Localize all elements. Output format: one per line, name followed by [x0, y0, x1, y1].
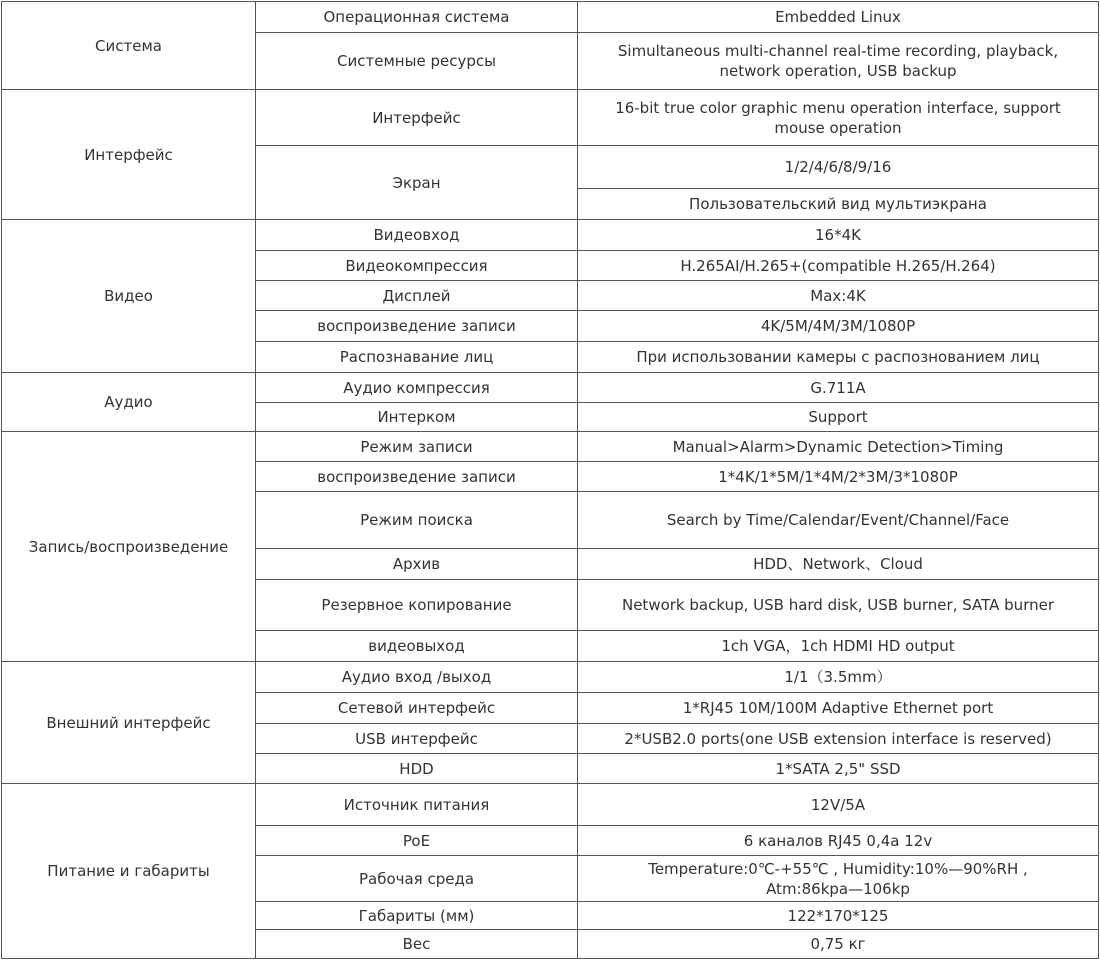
- value-cell: [578, 549, 1099, 580]
- value-cell: [578, 432, 1099, 462]
- param-cell: Вес: [256, 930, 578, 959]
- value-cell: [578, 856, 1099, 902]
- value-line: При использовании камеры с распознованием лиц: [636, 348, 1040, 366]
- value-line: 6 каналов RJ45 0,4а 12v: [743, 831, 933, 850]
- param-cell: видеовыход: [256, 631, 578, 662]
- param-cell: Системные ресурсы: [256, 33, 578, 90]
- category-cell: Аудио: [2, 373, 256, 432]
- value-line: G.711A: [810, 378, 866, 397]
- value-line: 1*RJ45 10M/100M Adaptive Ethernet port: [682, 699, 994, 717]
- table-row: [2, 432, 1099, 462]
- table-row: [2, 220, 1099, 251]
- value-cell: [578, 693, 1099, 724]
- value-cell: [578, 902, 1099, 930]
- value-cell: [578, 189, 1099, 220]
- value-line: 1/2/4/6/8/9/16: [784, 158, 892, 176]
- value-cell: [578, 826, 1099, 856]
- param-cell: Аудио вход /выход: [256, 662, 578, 693]
- param-cell: Режим записи: [256, 432, 578, 462]
- value-cell: [578, 146, 1099, 189]
- table-row: [2, 90, 1099, 146]
- value-line: 1*4K/1*5M/1*4M/2*3M/3*1080P: [718, 467, 958, 486]
- value-line: 16-bit true color graphic menu operation interface, support: [615, 98, 1061, 117]
- value-cell: [578, 311, 1099, 342]
- param-cell: PoE: [256, 826, 578, 856]
- value-line: 122*170*125: [787, 906, 889, 925]
- value-line: Network backup, USB hard disk, USB burner, SATA burner: [621, 596, 1054, 614]
- value-cell: [578, 492, 1099, 549]
- param-cell: Распознавание лиц: [256, 342, 578, 373]
- table-row: [2, 2, 1099, 33]
- category-cell: Запись/воспроизведение: [2, 432, 256, 662]
- param-cell: HDD: [256, 754, 578, 784]
- value-cell: [578, 580, 1099, 631]
- param-cell: воспроизведение записи: [256, 311, 578, 342]
- value-cell: [578, 2, 1099, 33]
- value-cell: [578, 631, 1099, 662]
- param-cell: Архив: [256, 549, 578, 580]
- value-cell: [578, 754, 1099, 784]
- param-cell: Экран: [256, 146, 578, 220]
- value-cell: [578, 220, 1099, 251]
- value-cell: [578, 342, 1099, 373]
- param-cell: Габариты (мм): [256, 902, 578, 930]
- category-cell: Система: [2, 2, 256, 90]
- value-line: 2*USB2.0 ports(one USB extension interface is reserved): [624, 729, 1052, 748]
- param-cell: Аудио компрессия: [256, 373, 578, 403]
- param-cell: Сетевой интерфейс: [256, 693, 578, 724]
- value-line: 16*4K: [815, 226, 861, 244]
- table-row: [2, 373, 1099, 403]
- value-line: mouse operation: [774, 118, 902, 137]
- value-line: network operation, USB backup: [719, 62, 957, 80]
- value-cell: [578, 930, 1099, 959]
- spec-table-body: [2, 2, 1099, 959]
- category-cell: Питание и габариты: [2, 784, 256, 959]
- param-cell: Источник питания: [256, 784, 578, 826]
- value-cell: [578, 90, 1099, 146]
- value-line: Max:4K: [810, 286, 866, 305]
- value-cell: [578, 784, 1099, 826]
- category-cell: Интерфейс: [2, 90, 256, 220]
- param-cell: Рабочая среда: [256, 856, 578, 902]
- table-row: [2, 662, 1099, 693]
- value-line: 4K/5M/4M/3M/1080P: [760, 317, 916, 335]
- value-cell: [578, 251, 1099, 281]
- value-cell: [578, 373, 1099, 403]
- param-cell: Интерфейс: [256, 90, 578, 146]
- value-line: Пользовательский вид мультиэкрана: [689, 195, 987, 213]
- value-line: HDD、Network、Cloud: [753, 555, 923, 573]
- value-cell: [578, 33, 1099, 90]
- param-cell: USB интерфейс: [256, 724, 578, 754]
- value-cell: [578, 403, 1099, 432]
- param-cell: Интерком: [256, 403, 578, 432]
- value-line: 1*SATA 2,5" SSD: [775, 759, 901, 778]
- spec-table: [1, 1, 1099, 959]
- value-line: Search by Time/Calendar/Event/Channel/Face: [666, 511, 1010, 529]
- value-line: Support: [808, 408, 868, 426]
- value-line: Temperature:0℃-+55℃ , Humidity:10%—90%RH ,: [648, 859, 1028, 878]
- param-cell: Видеокомпрессия: [256, 251, 578, 281]
- value-cell: [578, 724, 1099, 754]
- value-line: 1ch VGA，1ch HDMI HD output: [721, 637, 955, 655]
- table-row: [2, 784, 1099, 826]
- value-cell: [578, 462, 1099, 492]
- value-cell: [578, 281, 1099, 311]
- value-line: Embedded Linux: [775, 8, 901, 26]
- param-cell: Резервное копирование: [256, 580, 578, 631]
- param-cell: воспроизведение записи: [256, 462, 578, 492]
- value-line: 0,75 кг: [810, 935, 866, 953]
- category-cell: Видео: [2, 220, 256, 373]
- param-cell: Дисплей: [256, 281, 578, 311]
- value-line: 1/1（3.5mm）: [784, 668, 892, 686]
- param-cell: Режим поиска: [256, 492, 578, 549]
- value-line: Manual>Alarm>Dynamic Detection>Timing: [672, 437, 1004, 456]
- value-line: Atm:86kpa—106kp: [766, 879, 910, 898]
- value-line: H.265AI/H.265+(compatible H.265/H.264): [680, 256, 996, 275]
- param-cell: Операционная система: [256, 2, 578, 33]
- category-cell: Внешний интерфейс: [2, 662, 256, 784]
- value-cell: [578, 662, 1099, 693]
- value-line: Simultaneous multi-channel real-time recording, playback,: [617, 42, 1059, 60]
- param-cell: Видеовход: [256, 220, 578, 251]
- value-line: 12V/5A: [810, 795, 866, 814]
